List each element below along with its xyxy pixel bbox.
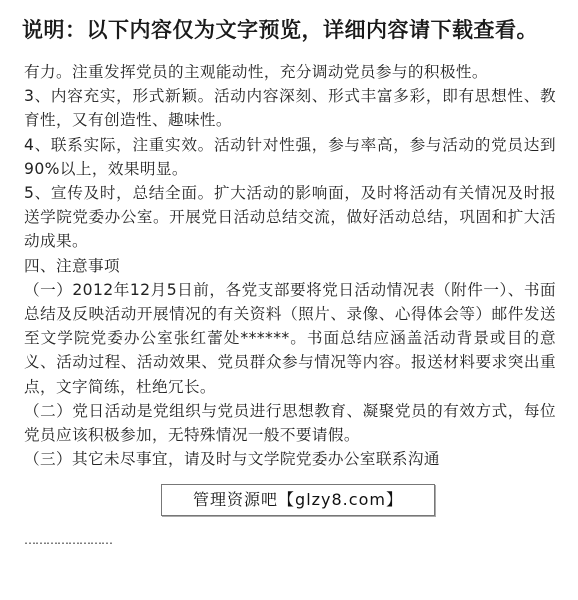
watermark-banner: 管理资源吧【glzy8.com】 (161, 484, 435, 516)
paragraph: 3、内容充实，形式新颖。活动内容深刻、形式丰富多彩，即有思想性、教育性，又有创造性、趣味性。 (24, 87, 556, 130)
paragraph: 4、联系实际，注重实效。活动针对性强，参与率高，参与活动的党员达到90%以上，效果明显。 (24, 135, 556, 178)
section-heading: 四、注意事项 (24, 256, 120, 275)
paragraph: （一）2012年12月5日前，各党支部要将党日活动情况表（附件一）、书面总结及反映活动开展情况的有关资料（照片、录像、心得体会等）邮件发送至文学院党委办公室张红蕾处******。书面总结应涵盖活动背景或目的意义、活动过程、活动效果、党员群众参与情况等内容。报送材料要求突出重点，文字简练，杜绝冗长。 (24, 280, 556, 396)
paragraph: 5、宣传及时，总结全面。扩大活动的影响面，及时将活动有关情况及时报送学院党委办公室。开展党日活动总结交流，做好活动总结，巩固和扩大活动成果。 (24, 184, 556, 251)
paragraph: 有力。注重发挥党员的主观能动性，充分调动党员参与的积极性。 (24, 63, 488, 81)
paragraph: （三）其它未尽事宜，请及时与文学院党委办公室联系沟通 (24, 450, 440, 469)
paragraph: （二）党日活动是党组织与党员进行思想教育、凝聚党员的有效方式，每位党员应该积极参加，无特殊情况一般不要请假。 (24, 401, 556, 445)
ellipsis-line: …………………… (24, 533, 112, 547)
document-body (24, 60, 556, 471)
preview-notice: 说明：以下内容仅为文字预览，详细内容请下载查看。 (22, 18, 538, 42)
